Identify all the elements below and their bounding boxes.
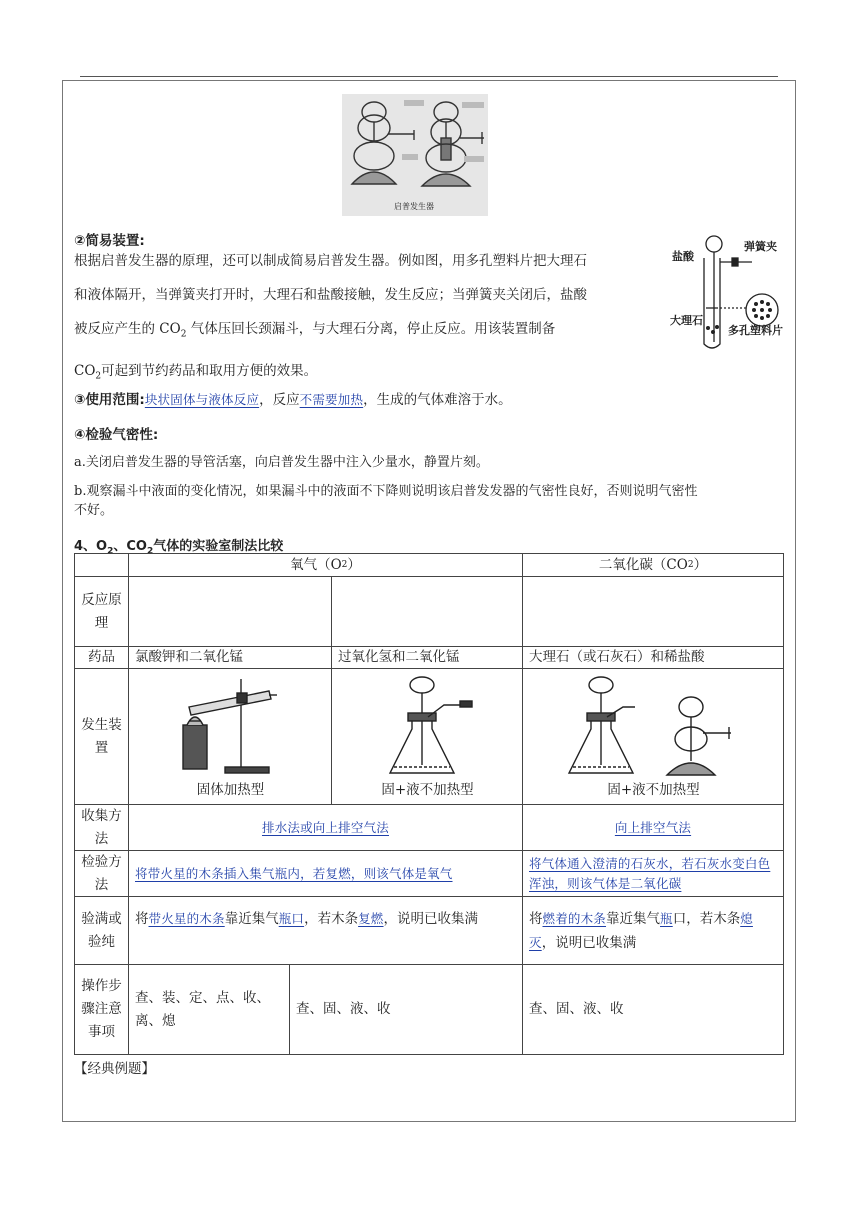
kipp-generator-illustration bbox=[342, 94, 488, 216]
test-o2: 将带火星的木条插入集气瓶内，若复燃，则该气体是氧气 bbox=[129, 851, 523, 897]
apparatus-solid-liquid-2 bbox=[523, 669, 784, 805]
full-co2: 将燃着的木条靠近集气瓶口，若木条熄灭，说明已收集满 bbox=[523, 897, 784, 965]
scope-line: ③使用范围:块状固体与液体反应，反应不需要加热，生成的气体难溶于水。 bbox=[74, 392, 512, 408]
principle-kclo3 bbox=[129, 577, 332, 647]
row-label-principle: 反应原理 bbox=[74, 577, 129, 647]
flask-funnel-illustration-1 bbox=[332, 669, 523, 781]
header-o2: 氧气（O 2 ） bbox=[129, 553, 523, 577]
drug-marble: 大理石（或石灰石）和稀盐酸 bbox=[523, 647, 784, 669]
comparison-heading: 4、$O_2$、$CO_2$气体的实验室制法比较 bbox=[74, 539, 284, 557]
row-label-test: 检验方法 bbox=[74, 851, 129, 897]
simple-device-heading: ②简易装置: bbox=[74, 233, 145, 249]
flask-and-kipp-illustration bbox=[523, 669, 784, 781]
scope-underline-2: 不需要加热 bbox=[299, 392, 364, 407]
header-rule bbox=[80, 76, 778, 77]
label-clip: 弹簧夹 bbox=[744, 240, 777, 253]
header-co2: 二氧化碳（CO 2 ） bbox=[523, 553, 784, 577]
row-label-full: 验满或验纯 bbox=[74, 897, 129, 965]
simple-device-paragraph bbox=[74, 248, 664, 389]
solid-heating-apparatus-illustration bbox=[129, 669, 332, 781]
collect-o2: 排水法或向上排空气法 bbox=[129, 805, 523, 851]
drug-h2o2: 过氧化氢和二氧化锰 bbox=[332, 647, 523, 669]
label-hcl: 盐酸 bbox=[672, 250, 694, 263]
comparison-table bbox=[74, 553, 784, 1053]
collect-co2: 向上排空气法 bbox=[523, 805, 784, 851]
row-label-drugs: 药品 bbox=[74, 647, 129, 669]
drug-kclo3: 氯酸钾和二氧化锰 bbox=[129, 647, 332, 669]
kipp-generator-figure bbox=[342, 94, 488, 216]
airtight-step-b: b.观察漏斗中液面的变化情况，如果漏斗中的液面不下降则说明该启普发发器的气密性良好，否则说明气密性 不好。 bbox=[74, 484, 698, 518]
apparatus-3-caption: 固+液不加热型 bbox=[607, 782, 700, 798]
simple-line-3: 被反应产生的 $CO_2$ 气体压回长颈漏斗，与大理石分离，停止反应。用该装置制备 bbox=[74, 321, 556, 340]
apparatus-solid-heat bbox=[129, 669, 332, 805]
row-label-apparatus: 发生装置 bbox=[74, 669, 129, 805]
apparatus-solid-liquid-1 bbox=[332, 669, 523, 805]
label-marble: 大理石 bbox=[670, 314, 703, 327]
steps-kclo3: 查、装、定、点、收、离、熄 bbox=[129, 965, 290, 1055]
scope-heading: ③使用范围: bbox=[74, 392, 145, 408]
test-co2: 将气体通入澄清的石灰水，若石灰水变白色浑浊，则该气体是二氧化碳 bbox=[523, 851, 784, 897]
steps-co2: 查、固、液、收 bbox=[523, 965, 784, 1055]
principle-h2o2 bbox=[332, 577, 523, 647]
scope-underline-1: 块状固体与液体反应 bbox=[144, 392, 260, 407]
simple-line-4: $CO_2$可起到节约药品和取用方便的效果。 bbox=[74, 362, 318, 382]
steps-h2o2: 查、固、液、收 bbox=[290, 965, 523, 1055]
label-plate: 多孔塑料片 bbox=[728, 324, 783, 337]
row-label-steps: 操作步骤注意事项 bbox=[74, 965, 129, 1055]
simple-line-2: 和液体隔开，当弹簧夹打开时，大理石和盐酸接触，发生反应；当弹簧夹关闭后，盐酸 bbox=[74, 287, 587, 303]
apparatus-2-caption: 固+液不加热型 bbox=[381, 782, 474, 798]
airtight-heading: ④检验气密性: bbox=[74, 427, 159, 443]
airtight-step-a: a.关闭启普发生器的导管活塞，向启普发生器中注入少量水，静置片刻。 bbox=[74, 455, 489, 470]
principle-co2 bbox=[523, 577, 784, 647]
row-label-collect: 收集方法 bbox=[74, 805, 129, 851]
kipp-caption: 启普发生器 bbox=[394, 202, 434, 211]
full-o2: 将带火星的木条靠近集气瓶口，若木条复燃，说明已收集满 bbox=[129, 897, 523, 965]
simple-line-1: 根据启普发生器的原理，还可以制成简易启普发生器。例如图，用多孔塑料片把大理石 bbox=[74, 253, 587, 269]
header-empty bbox=[74, 553, 129, 577]
simple-kipp-figure bbox=[666, 232, 790, 356]
classic-examples-heading: 【经典例题】 bbox=[74, 1061, 155, 1077]
apparatus-1-caption: 固体加热型 bbox=[196, 782, 265, 798]
